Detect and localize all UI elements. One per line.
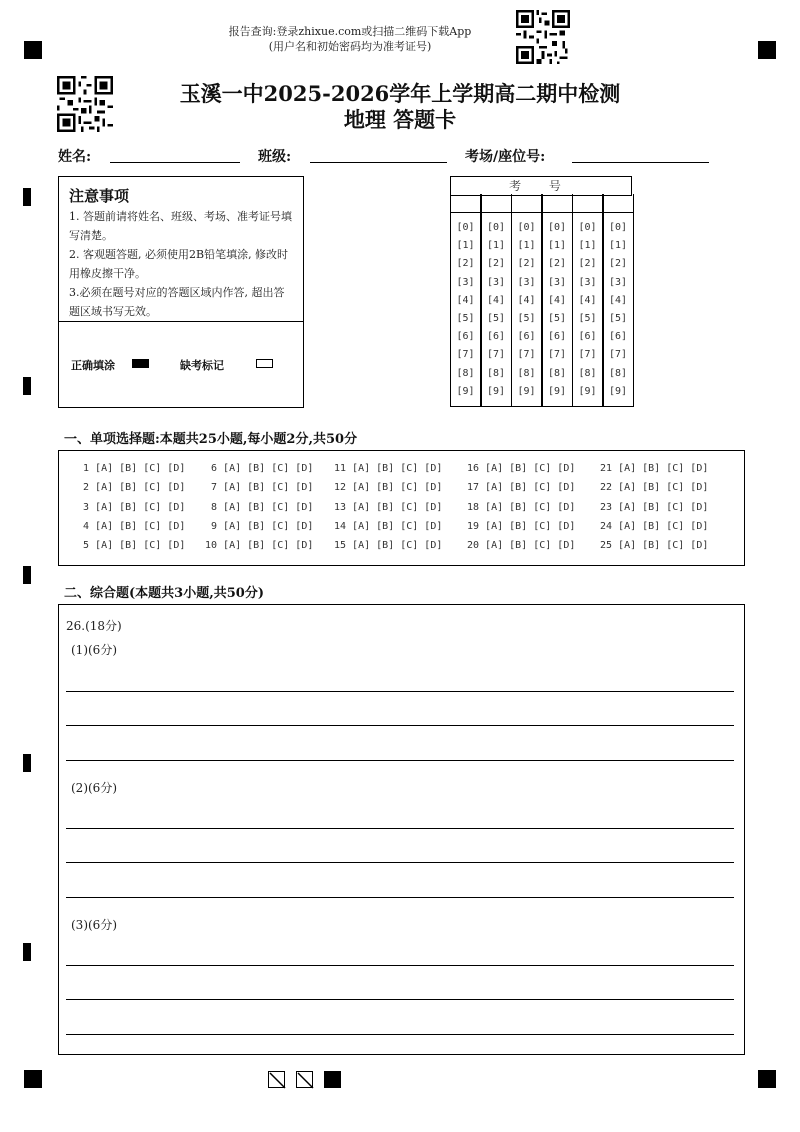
exam-number-bubble[interactable]: [8] [547, 367, 567, 379]
correct-fill-sample [132, 359, 149, 368]
answer-line[interactable] [66, 862, 734, 863]
choice-question[interactable]: 12 [A] [B] [C] [D] [334, 482, 443, 494]
exam-number-bubble[interactable]: [8] [608, 367, 628, 379]
exam-number-write-cell[interactable] [573, 194, 602, 213]
notice-divider [59, 321, 303, 322]
exam-number-bubble[interactable]: [8] [456, 367, 475, 379]
choice-question[interactable]: 3 [A] [B] [C] [D] [77, 501, 186, 513]
answer-line[interactable] [66, 725, 734, 726]
choice-question[interactable]: 17 [A] [B] [C] [D] [467, 482, 576, 494]
part-3-label: (3)(6分) [71, 918, 117, 932]
notice-heading: 注意事项 [69, 187, 130, 205]
exam-number-bubble[interactable]: [9] [608, 385, 628, 397]
exam-number-grid [450, 176, 632, 407]
choice-question[interactable]: 19 [A] [B] [C] [D] [467, 520, 576, 532]
app-qr-code-icon[interactable] [516, 10, 570, 64]
seat-field[interactable] [572, 162, 709, 163]
exam-number-bubble[interactable]: [2] [608, 258, 628, 270]
login-hint-line: (用户名和初始密码均为准考证号) [268, 40, 432, 53]
answer-line[interactable] [66, 828, 734, 829]
subject-title: 地理 答题卡 [343, 107, 457, 132]
corner-mark-bottom-left [24, 1070, 42, 1088]
exam-number-bubble[interactable]: [7] [517, 349, 536, 361]
choice-question[interactable]: 10 [A] [B] [C] [D] [205, 540, 314, 552]
exam-number-bubble[interactable]: [9] [517, 385, 536, 397]
exam-number-write-cell[interactable] [451, 194, 480, 213]
choice-question[interactable]: 1 [A] [B] [C] [D] [77, 463, 186, 474]
exam-number-bubble[interactable]: [1] [456, 240, 475, 252]
exam-number-bubble[interactable]: [9] [486, 385, 506, 397]
exam-number-bubble[interactable]: [2] [456, 258, 475, 270]
choice-question[interactable]: 14 [A] [B] [C] [D] [334, 520, 443, 532]
exam-number-bubble[interactable]: [3] [547, 276, 567, 288]
timing-bar [23, 188, 31, 206]
choice-question[interactable]: 2 [A] [B] [C] [D] [77, 482, 186, 494]
choice-question[interactable]: 5 [A] [B] [C] [D] [77, 540, 186, 552]
multiple-choice-box [58, 450, 745, 566]
name-label: 姓名: [58, 149, 92, 165]
exam-number-bubble[interactable]: [3] [608, 276, 628, 288]
exam-number-write-cell[interactable] [604, 194, 633, 213]
section-1-title: 一、单项选择题:本题共25小题,每小题2分,共50分 [64, 432, 358, 447]
notice-item-3: 3.必须在题号对应的答题区域内作答, 超出答题区域书写无效。 [69, 286, 285, 318]
correct-fill-label: 正确填涂 [71, 359, 115, 372]
exam-number-write-cell[interactable] [543, 194, 572, 213]
exam-number-bubble[interactable]: [7] [547, 349, 567, 361]
answer-line[interactable] [66, 965, 734, 966]
notice-item-1: 1. 答题前请将姓名、班级、考场、准考证号填写清楚。 [69, 210, 292, 242]
corner-mark-bottom-right [758, 1070, 776, 1088]
report-query-note [200, 24, 500, 54]
exam-number-bubble[interactable]: [6] [517, 331, 536, 343]
exam-number-bubble[interactable]: [7] [486, 349, 506, 361]
absent-mark-checkbox[interactable] [256, 359, 273, 368]
answer-line[interactable] [66, 760, 734, 761]
exam-number-bubble[interactable]: [5] [486, 313, 506, 324]
exam-number-bubble[interactable]: [4] [608, 294, 628, 306]
exam-number-bubble[interactable]: [5] [547, 313, 567, 324]
exam-number-bubble[interactable]: [7] [608, 349, 628, 361]
exam-number-bubble[interactable]: [5] [608, 313, 628, 324]
exam-number-bubble[interactable]: [3] [578, 276, 597, 288]
timing-bar [23, 566, 31, 584]
notice-box [58, 176, 304, 408]
exam-number-bubble[interactable]: [5] [517, 313, 536, 324]
answer-line[interactable] [66, 999, 734, 1000]
exam-number-bubble[interactable]: [7] [578, 349, 597, 361]
student-info-row [58, 146, 748, 168]
exam-number-bubble[interactable]: [3] [486, 276, 506, 288]
choice-question[interactable]: 16 [A] [B] [C] [D] [467, 463, 576, 474]
exam-number-bubble[interactable]: [4] [578, 294, 597, 306]
page-mark-filled [324, 1071, 341, 1088]
choice-question[interactable]: 18 [A] [B] [C] [D] [467, 501, 576, 513]
exam-number-column [450, 194, 481, 407]
exam-number-bubble[interactable]: [1] [486, 240, 506, 252]
seat-label: 考场/座位号: [465, 149, 546, 165]
exam-number-bubble[interactable]: [2] [547, 258, 567, 270]
corner-mark-top-right [758, 41, 776, 59]
exam-number-bubble[interactable]: [0] [578, 222, 597, 233]
choice-question[interactable]: 8 [A] [B] [C] [D] [205, 501, 314, 513]
exam-number-bubble[interactable]: [6] [608, 331, 628, 343]
exam-number-bubble[interactable]: [0] [517, 222, 536, 233]
absent-mark-label: 缺考标记 [180, 359, 224, 372]
choice-question[interactable]: 24 [A] [B] [C] [D] [600, 520, 709, 532]
exam-number-bubble[interactable]: [8] [486, 367, 506, 379]
exam-number-bubble[interactable]: [4] [486, 294, 506, 306]
exam-number-bubble[interactable]: [3] [517, 276, 536, 288]
answer-line[interactable] [66, 1034, 734, 1035]
exam-title: 玉溪一中2025-2026学年上学期高二期中检测 [179, 81, 621, 106]
answer-area-q26 [58, 604, 745, 1055]
notice-item-2: 2. 客观题答题, 必须使用2B铅笔填涂, 修改时用橡皮擦干净。 [69, 248, 289, 280]
timing-bar [23, 943, 31, 961]
exam-number-bubble[interactable]: [9] [456, 385, 475, 397]
part-2-label: (2)(6分) [71, 781, 117, 795]
exam-number-bubble[interactable]: [6] [547, 331, 567, 343]
exam-number-bubble[interactable]: [1] [578, 240, 597, 252]
exam-number-bubble[interactable]: [0] [608, 222, 628, 233]
timing-bar [23, 754, 31, 772]
exam-number-bubble[interactable]: [1] [547, 240, 567, 252]
exam-number-column [511, 194, 542, 407]
section-2-title: 二、综合题(本题共3小题,共50分) [64, 586, 264, 601]
choice-question[interactable]: 21 [A] [B] [C] [D] [600, 463, 709, 474]
class-field[interactable] [310, 162, 447, 163]
choice-question[interactable]: 25 [A] [B] [C] [D] [600, 540, 709, 552]
exam-number-column [603, 194, 634, 407]
student-qr-code-icon [57, 76, 113, 132]
part-1-label: (1)(6分) [71, 643, 117, 657]
choice-question[interactable]: 6 [A] [B] [C] [D] [205, 463, 314, 474]
exam-number-bubble[interactable]: [1] [608, 240, 628, 252]
exam-number-write-cell[interactable] [482, 194, 511, 213]
exam-number-bubble[interactable]: [0] [547, 222, 567, 233]
timing-bar [23, 377, 31, 395]
exam-number-bubble[interactable]: [9] [578, 385, 597, 397]
exam-number-column [481, 194, 512, 407]
exam-number-bubble[interactable]: [2] [517, 258, 536, 270]
page-mark-hatched [296, 1071, 313, 1088]
exam-number-bubble[interactable]: [9] [547, 385, 567, 397]
exam-number-bubble[interactable]: [0] [486, 222, 506, 233]
choice-question[interactable]: 11 [A] [B] [C] [D] [334, 463, 443, 474]
choice-question[interactable]: 4 [A] [B] [C] [D] [77, 520, 186, 532]
exam-number-bubble[interactable]: [7] [456, 349, 475, 361]
exam-number-bubble[interactable]: [6] [456, 331, 475, 343]
exam-number-bubble[interactable]: [5] [456, 313, 475, 324]
exam-number-bubble[interactable]: [6] [578, 331, 597, 343]
choice-question[interactable]: 13 [A] [B] [C] [D] [334, 501, 443, 513]
exam-number-bubble[interactable]: [1] [517, 240, 536, 252]
exam-number-bubble[interactable]: [4] [456, 294, 475, 306]
choice-question[interactable]: 23 [A] [B] [C] [D] [600, 501, 709, 513]
exam-number-column [572, 194, 603, 407]
name-field[interactable] [110, 162, 240, 163]
question-26-label: 26.(18分) [66, 619, 122, 633]
choice-question[interactable]: 20 [A] [B] [C] [D] [467, 540, 576, 552]
exam-number-column [542, 194, 573, 407]
exam-number-write-cell[interactable] [512, 194, 541, 213]
choice-question[interactable]: 9 [A] [B] [C] [D] [205, 520, 314, 532]
exam-number-bubble[interactable]: [6] [486, 331, 506, 343]
exam-number-bubble[interactable]: [2] [486, 258, 506, 270]
exam-number-bubble[interactable]: [0] [456, 222, 475, 233]
exam-number-bubble[interactable]: [4] [547, 294, 567, 306]
choice-question[interactable]: 7 [A] [B] [C] [D] [205, 482, 314, 494]
exam-number-bubble[interactable]: [2] [578, 258, 597, 270]
class-label: 班级: [258, 149, 292, 165]
exam-number-bubble[interactable]: [8] [578, 367, 597, 379]
report-query-line: 报告查询:登录zhixue.com或扫描二维码下载App [228, 25, 472, 38]
exam-number-bubble[interactable]: [4] [517, 294, 536, 306]
choice-question[interactable]: 15 [A] [B] [C] [D] [334, 540, 443, 552]
corner-mark-top-left [24, 41, 42, 59]
exam-number-header: 考 号 [450, 176, 632, 196]
choice-question[interactable]: 22 [A] [B] [C] [D] [600, 482, 709, 494]
page-mark-hatched [268, 1071, 285, 1088]
answer-line[interactable] [66, 691, 734, 692]
exam-number-bubble[interactable]: [8] [517, 367, 536, 379]
exam-number-bubble[interactable]: [3] [456, 276, 475, 288]
exam-number-bubble[interactable]: [5] [578, 313, 597, 324]
answer-line[interactable] [66, 897, 734, 898]
